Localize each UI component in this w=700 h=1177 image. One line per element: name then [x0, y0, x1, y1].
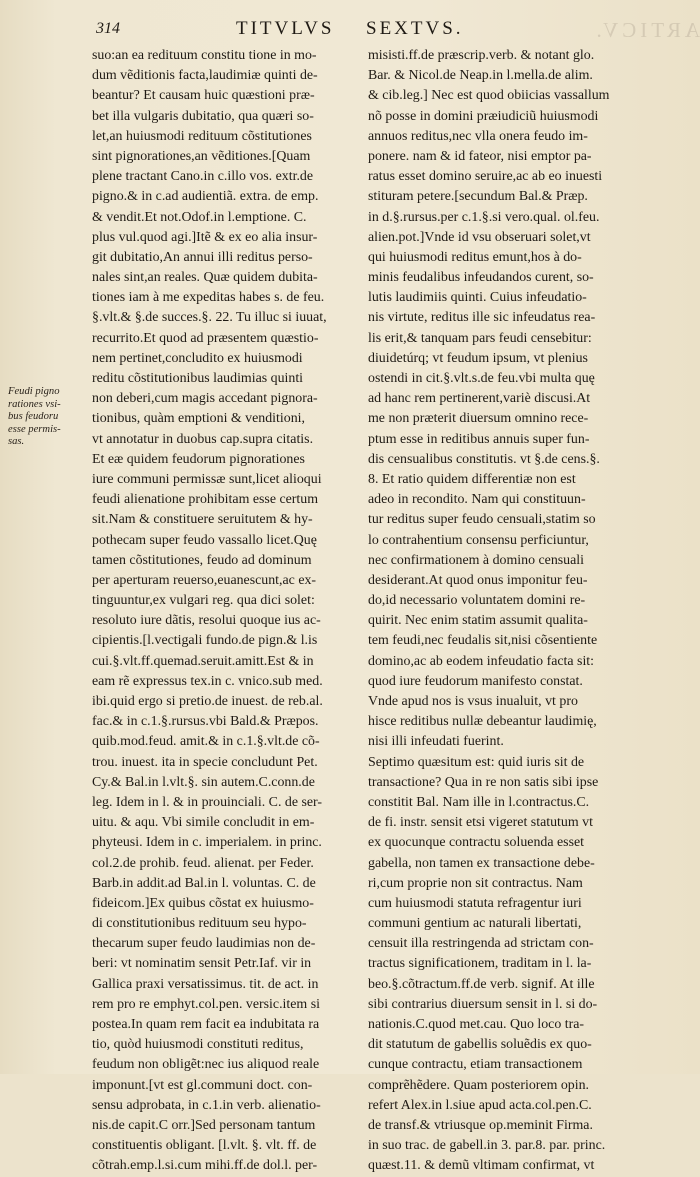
text-line: comprẽhẽdere. Quam posteriorem opin. — [368, 1077, 590, 1093]
text-line: de transf.& vtriusque op.meminit Firma. — [368, 1117, 593, 1133]
left-text-column — [92, 46, 364, 1174]
text-line: diuidetúrq; vt feudum ipsum, vt plenius — [368, 350, 588, 366]
text-line: ratus esset domino seruire,ac ab eo inuesti — [368, 169, 603, 185]
text-line: hisce reditibus nullæ debeantur laudimię, — [368, 714, 597, 730]
text-line: transactione? Qua in re non satis sibi ipse — [368, 774, 599, 790]
text-line: refert Alex.in l.siue apud acta.col.pen.C. — [368, 1097, 592, 1113]
text-line: ri,cum proprie non sit contractus. Nam — [368, 875, 583, 891]
text-line: tinguuntur,ex vulgari reg. qua dici solet: — [92, 593, 315, 609]
text-line: tamen cõstitutiones, feudo ad dominum — [92, 552, 312, 568]
text-line: nales sint,an reales. Quæ quidem dubita- — [92, 270, 318, 286]
running-title-left: TITVLVS — [236, 18, 335, 39]
margin-note-line: rationes vsi- — [8, 398, 61, 410]
text-line: rem pro re emphyt.col.pen. versic.item si — [92, 996, 320, 1012]
text-line: in suo trac. de gabell.in 3. par.8. par. princ. — [368, 1138, 606, 1154]
text-line: misisti.ff.de præscrip.verb. & notant glo. — [368, 48, 595, 63]
text-line: nem pertinet,concludito ex huiusmodi — [92, 350, 303, 366]
text-line: & vendit.Et not.Odof.in l.emptione. C. — [92, 209, 307, 225]
text-line: cunque contractu, etiam transactionem — [368, 1057, 583, 1073]
text-line: de fi. instr. sensit etsi vigeret statutum vt — [368, 815, 593, 831]
text-line: gabella, non tamen ex transactione debe- — [368, 855, 595, 871]
text-line: dis censualibus constitutis. vt §.de cens.§. — [368, 451, 600, 467]
text-line: leg. Idem in l. & in prouinciali. C. de ser- — [92, 794, 323, 810]
text-line: sibi contrarius diuersum sensit in l. si do- — [368, 996, 598, 1012]
text-line: tractus significationem, traditam in l. la- — [368, 956, 592, 972]
text-line: fac.& in c.1.§.rursus.vbi Bald.& Præpos. — [92, 714, 319, 730]
text-line: resoluto iure dãtis, resolui quoque ius ac- — [92, 613, 321, 629]
text-line: phyteusi. Idem in c. imperialem. in princ. — [92, 835, 322, 851]
text-line: ad hanc rem pertinerent,variè discusi.At — [368, 391, 591, 407]
text-line: beri: vt nominatim sensit Petr.Iaf. vir in — [92, 956, 312, 972]
text-line: tio, quòd huiusmodi constituti reditus, — [92, 1037, 304, 1053]
text-line: & cib.leg.] Nec est quod obiicias vassallum — [368, 88, 610, 104]
text-line: Et eæ quidem feudorum pignorationes — [92, 451, 305, 467]
text-line: Septimo quæsitum est: quid iuris sit de — [368, 754, 585, 770]
text-line: feudum non obligẽt:nec ius aliquod reale — [92, 1057, 320, 1073]
text-line: nis.de capit.C orr.]Sed personam tantum — [92, 1117, 316, 1133]
text-line: domino,ac ab eodem infeudatio facta sit: — [368, 653, 595, 669]
margin-note-line: esse permis- — [8, 423, 61, 435]
text-line: 8. Et ratio quidem differentiæ non est — [368, 471, 576, 487]
text-line: quirit. Nec enim statim assumit qualita- — [368, 613, 588, 629]
text-line: git dubitatio,An annui illi reditus perso- — [92, 249, 313, 265]
text-line: tionibus, quàm emptioni & venditioni, — [92, 411, 305, 427]
text-line: plene tractant Cano.in c.illo vos. extr.de — [92, 169, 314, 185]
text-line: Bar. & Nicol.de Neap.in l.mella.de alim. — [368, 68, 593, 84]
text-line: vt annotatur in duobus cap.supra citatis. — [92, 431, 314, 447]
text-line: Gallica praxi versatissimus. tit. de act. in — [92, 976, 319, 992]
text-line: lutis laudimiis quinti. Cuius infeudatio- — [368, 290, 587, 306]
text-line: uitu. & aqu. Vbi simile concludit in em- — [92, 815, 315, 831]
text-line: Cy.& Bal.in l.vlt.§. sin autem.C.conn.de — [92, 774, 315, 790]
margin-note-line: bus feudoru — [8, 411, 59, 423]
text-line: desiderant.At quod onus imponitur feu- — [368, 572, 588, 588]
text-line: minis feudalibus infeudandos curent, so- — [368, 270, 594, 286]
text-line: ibi.quid ergo si pretio.de inuest. de reb.al. — [92, 694, 323, 709]
text-line: nis virtute, reditus ille sic infeudatus rea- — [368, 310, 596, 326]
text-line: dit statutum de gabellis soluẽdis ex quo- — [368, 1037, 592, 1053]
text-line: per aperturam reuerso,euanescunt,ac ex- — [92, 572, 317, 588]
text-line: stituram petere.[secundum Bal.& Præp. — [368, 189, 588, 205]
text-line: imponunt.[vt est gl.communi doct. con- — [92, 1077, 313, 1093]
text-line: tur reditus super feudo censuali,statim so — [368, 512, 596, 528]
text-line: lo contrahentium consensu perficiuntur, — [368, 532, 589, 548]
text-line: lis erit,& tanquam pars feudi censebitur: — [368, 330, 592, 346]
text-line: in d.§.rursus.per c.1.§.si vero.qual. ol.feu. — [368, 209, 600, 225]
text-line: non deberi,cum magis accedant pignora- — [92, 391, 318, 407]
text-line: feudi alienatione prohibitam esse certum — [92, 492, 319, 508]
right-text-column — [368, 46, 646, 1174]
text-line: ponere. nam & id fateor, nisi emptor pa- — [368, 148, 592, 164]
text-line: ostendi in cit.§.vlt.s.de feu.vbi multa quę — [368, 371, 595, 386]
margin-note-line: Feudi pigno — [8, 386, 60, 397]
text-line: pothecam super feudo vassallo licet.Quę — [92, 532, 317, 548]
text-line: nisi illi infeudati fuerint. — [368, 734, 504, 750]
text-line: adeo in recondito. Nam qui constituun- — [368, 492, 586, 508]
text-line: plus vul.quod agi.]Itẽ & ex eo alia insur- — [92, 229, 318, 245]
text-line: sit.Nam & constituere seruitutem & hy- — [92, 512, 313, 528]
text-line: suo:an ea redituum constitu tione in mo- — [92, 48, 317, 63]
page-number: 314 — [96, 20, 120, 37]
text-line: constitit Bal. Nam ille in l.contractus.C. — [368, 794, 590, 810]
text-line: fideicom.]Ex quibus cõstat ex huiusmo- — [92, 895, 314, 911]
text-line: quib.mod.feud. amit.& in c.1.§.vlt.de cõ- — [92, 734, 320, 750]
text-line: quod iure feudorum manifesto constat. — [368, 673, 583, 689]
text-line: sint pignorationes,an vẽditiones.[Quam — [92, 148, 311, 164]
marginal-note — [8, 386, 92, 449]
text-line: cõtrah.emp.l.si.cum mihi.ff.de dol.l. per- — [92, 1158, 318, 1174]
text-line: constituentis obligant. [l.vlt. §. vlt. ff. de — [92, 1138, 317, 1154]
text-line: postea.In quam rem facit ea indubitata ra — [92, 1017, 320, 1032]
text-line: iure communi permissæ sunt,licet alioqui — [92, 471, 322, 487]
page-header — [0, 18, 700, 44]
text-line: nõ posse in domini præiudiciũ huiusmodi — [368, 108, 599, 124]
text-line: recurrito.Et quod ad præsentem quæstio- — [92, 330, 319, 346]
text-line: di constitutionibus redituum seu hypo- — [92, 916, 307, 932]
text-line: nationis.C.quod met.cau. Quo loco tra- — [368, 1017, 585, 1032]
text-line: ptum esse in reditibus annuis super fun- — [368, 431, 590, 447]
text-line: communi gentium ac naturali libertati, — [368, 916, 582, 932]
text-line: let,an huiusmodi redituum cõstitutiones — [92, 128, 312, 144]
text-line: pigno.& in c.ad audientiã. extra. de emp. — [92, 189, 319, 205]
text-line: trou. inuest. ita in specie concludunt Pet. — [92, 754, 318, 770]
text-line: Barb.in addit.ad Bal.in l. voluntas. C. de — [92, 875, 316, 891]
text-line: tem feudi,nec feudalis sit,nisi cõsentiente — [368, 633, 598, 649]
text-line: Vnde apud nos is vsus inualuit, vt pro — [368, 694, 578, 709]
text-line: ex quocunque contractu soluenda esset — [368, 835, 585, 851]
text-line: do,id necessario voluntatem domini re- — [368, 593, 586, 609]
margin-note-line: sas. — [8, 436, 25, 448]
text-line: nec confirmationem à domino censuali — [368, 552, 585, 568]
text-line: cui.§.vlt.ff.quemad.seruit.amitt.Est & in — [92, 653, 314, 669]
text-line: §.vlt.& §.de succes.§. 22. Tu illuc si iuuat, — [92, 310, 327, 326]
text-line: dum vẽditionis facta,laudimiæ quinti de- — [92, 68, 318, 84]
text-line: me non præterit diuersum omnino rece- — [368, 411, 589, 427]
text-line: cum huiusmodi statuta refragentur iuri — [368, 895, 582, 911]
text-line: cipientis.[l.vectigali fundo.de pign.& l.is — [92, 633, 318, 649]
text-line: eam rẽ expressus tex.in c. vnico.sub med. — [92, 673, 323, 689]
running-title-right: SEXTVS. — [366, 18, 464, 39]
text-line: beantur? Et causam huic quæstioni præ- — [92, 88, 315, 104]
text-line: alien.pot.]Vnde id vsu obseruari solet,vt — [368, 229, 591, 245]
text-line: quæst.11. & demũ vltimam confirmat, vt — [368, 1158, 595, 1174]
text-line: qui huiusmodi reditus emunt,hos à do- — [368, 249, 582, 265]
text-line: col.2.de prohib. feud. alienat. per Feder. — [92, 855, 314, 871]
text-line: sensu adprobata, in c.1.in verb. alienatio- — [92, 1097, 321, 1113]
bleed-through-text: ARTICV. — [592, 18, 700, 42]
text-line: beo.§.cõtractum.ff.de verb. signif. At ille — [368, 976, 595, 992]
text-line: bet illa vulgaris dubitatio, qua quæri so- — [92, 108, 314, 124]
text-line: tiones iam à me expeditas habes s. de feu. — [92, 290, 325, 306]
text-line: reditu cõstitutionibus laudimias quinti — [92, 371, 304, 386]
text-line: censuit illa restringenda ad strictam con- — [368, 936, 594, 952]
text-line: annuos reditus,nec vlla onera feudo im- — [368, 128, 588, 144]
text-line: thecarum super feudo laudimias non de- — [92, 936, 316, 952]
